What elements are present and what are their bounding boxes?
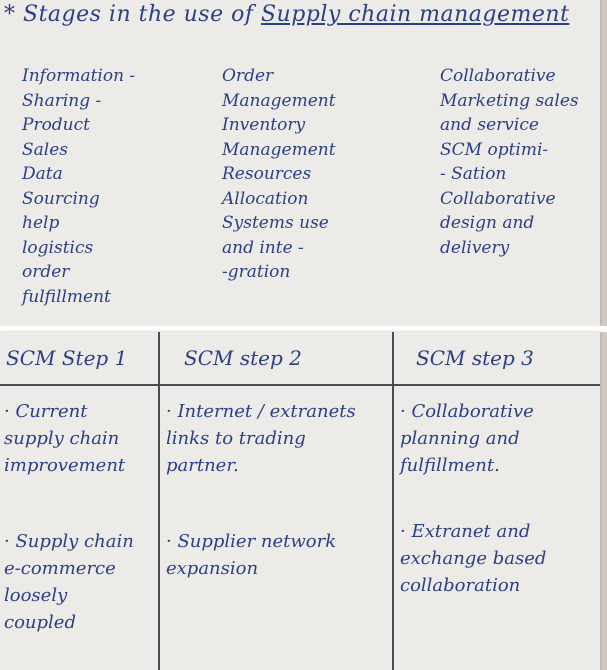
heading-underlined: Supply chain management (260, 2, 570, 27)
table-divider-2 (392, 332, 394, 670)
page-heading (4, 2, 570, 27)
table-divider-1 (158, 332, 160, 670)
table-cell-r2-c1: · Supply chain e-commerce loosely coupled (4, 531, 134, 633)
stage-list-column-2: Order Management Inventory Management Resources Allocation Systems use and inte - -gration (222, 66, 336, 282)
table-cell-r2-c2: · Supplier network expansion (166, 531, 337, 579)
table-header-step-1: SCM Step 1 (6, 346, 128, 370)
stage-list-column-3: Collaborative Marketing sales and service SCM optimi- - Sation Collaborative design and delivery (440, 66, 579, 258)
heading-prefix: * Stages in the use of (4, 2, 261, 27)
notebook-page-bottom (0, 332, 600, 670)
table-cell-r1-c1: · Current supply chain improvement (4, 401, 126, 476)
stage-list-column-1: Information - Sharing - Product Sales Data Sourcing help logistics order fulfillment (22, 66, 136, 307)
table-cell-r1-c3: · Collaborative planning and fulfillment. (400, 401, 534, 476)
table-header-step-2: SCM step 2 (184, 346, 302, 370)
table-header-step-3: SCM step 3 (416, 346, 534, 370)
scm-steps-table (0, 332, 600, 670)
notebook-page-top (0, 0, 600, 326)
table-cell-r1-c2: · Internet / extranets links to trading partner. (166, 401, 356, 476)
table-header-rule (0, 384, 600, 386)
table-cell-r2-c3: · Extranet and exchange based collaboration (400, 521, 547, 596)
